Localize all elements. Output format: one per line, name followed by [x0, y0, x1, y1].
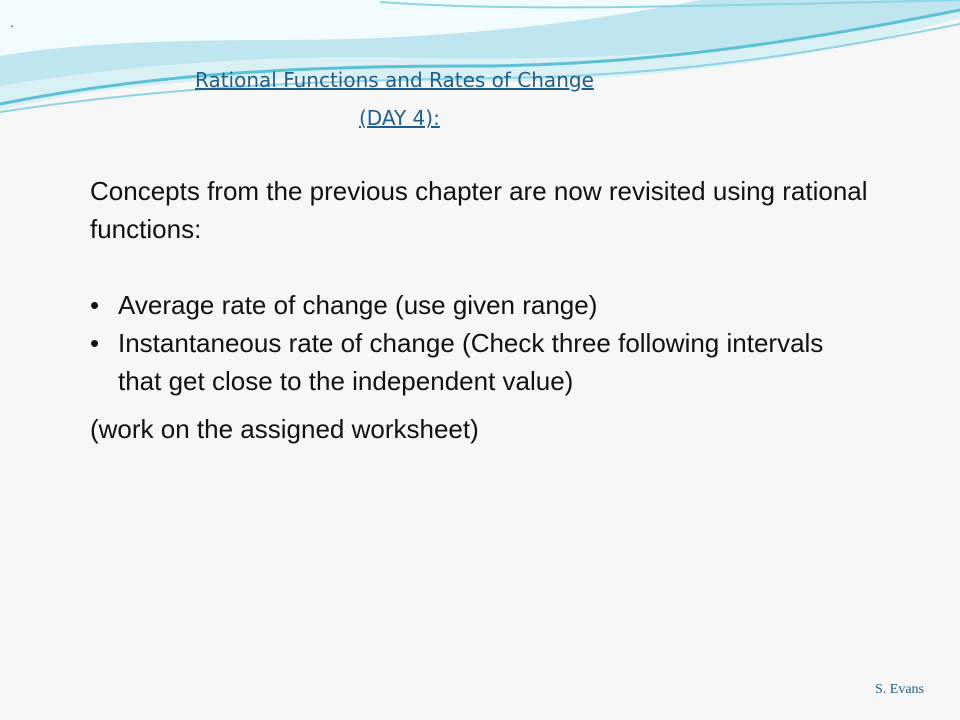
author-footer: S. Evans [875, 682, 924, 697]
bullet-icon: • [90, 290, 100, 320]
title-line-2: (DAY 4): [359, 106, 440, 130]
slide-body [90, 172, 870, 448]
bullet-item [90, 324, 870, 400]
intro-text: Concepts from the previous chapter are now revisited using rational functions: [90, 176, 868, 244]
bullet-text: Average rate of change (use given range) [118, 290, 598, 320]
bullet-text: Instantaneous rate of change (Check three following intervals that get close to the independent value) [118, 328, 824, 396]
bullet-item [90, 286, 870, 324]
slide-marker: . [10, 14, 14, 30]
bullet-list [90, 286, 870, 400]
bullet-icon: • [90, 328, 100, 358]
worksheet-note: (work on the assigned worksheet) [90, 414, 479, 444]
title-line-1: Rational Functions and Rates of Change [195, 68, 594, 92]
